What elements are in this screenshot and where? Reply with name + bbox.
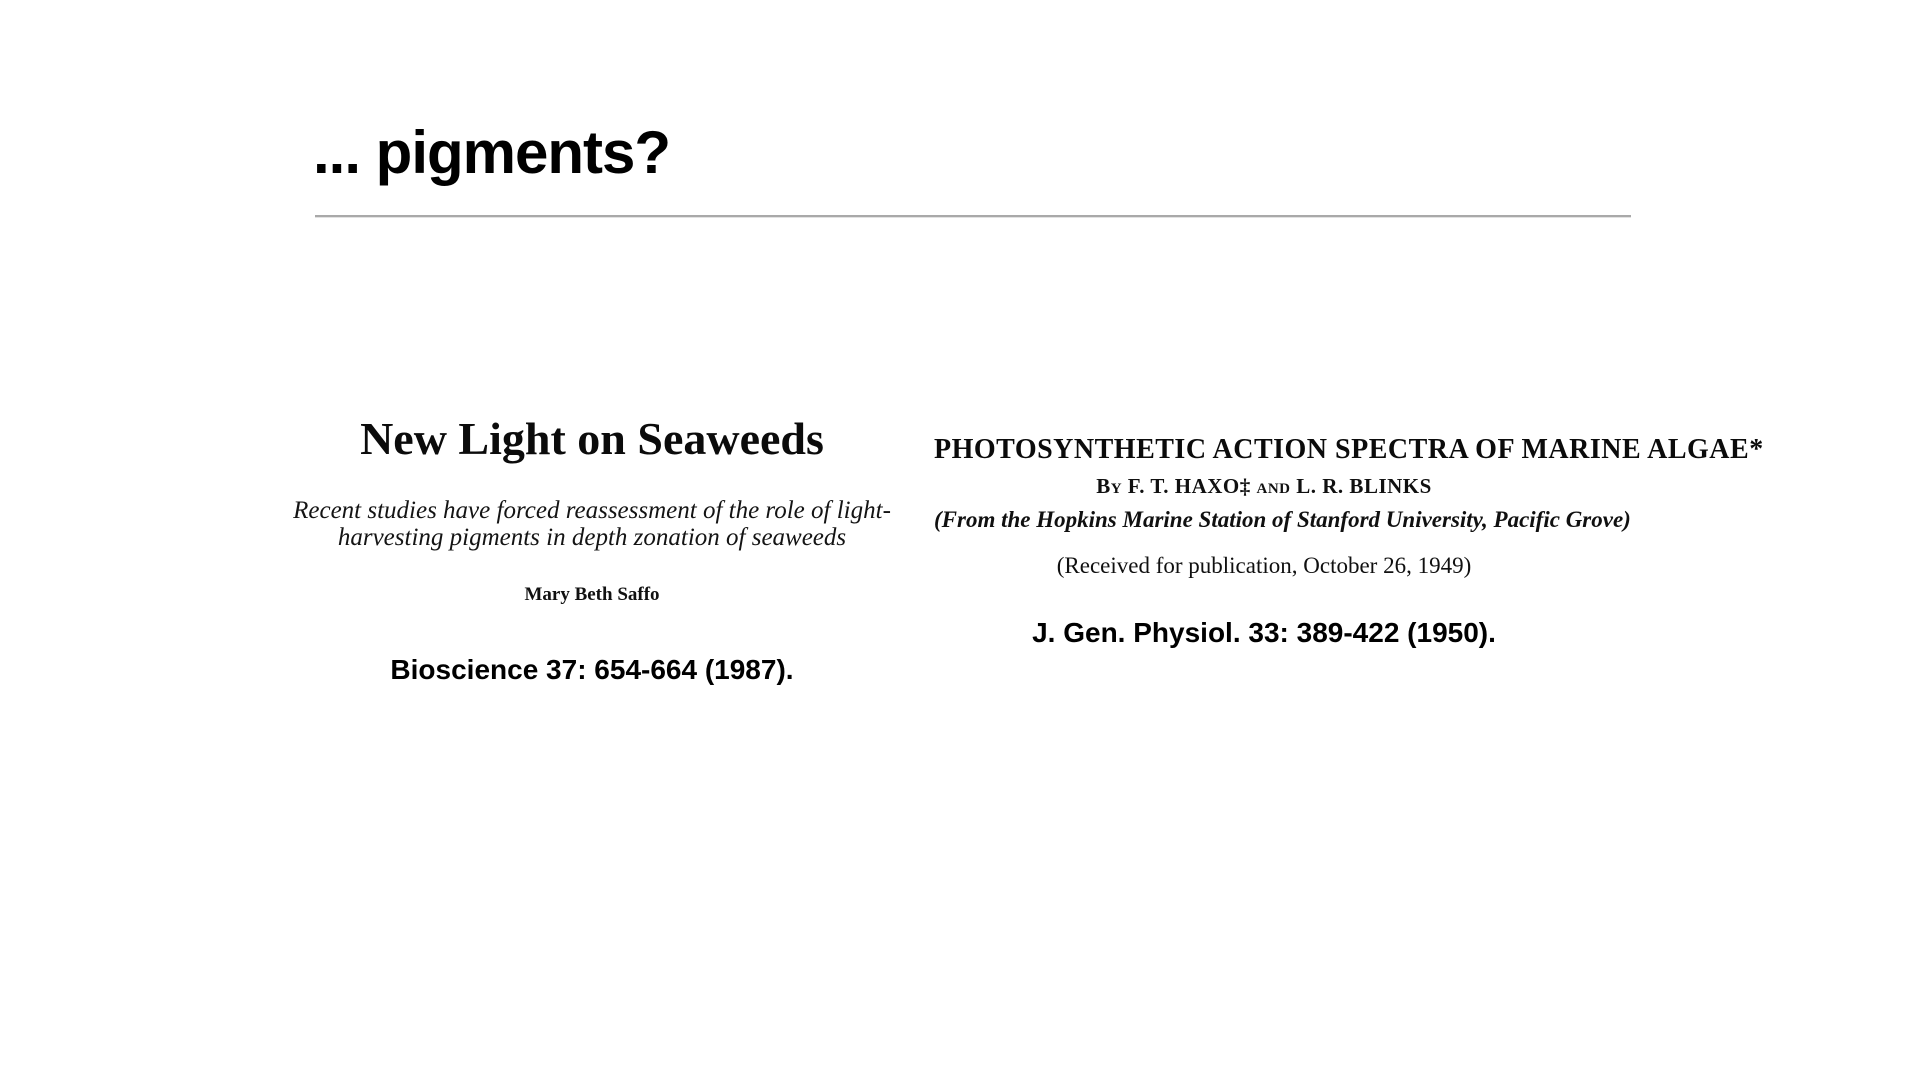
right-paper-title: PHOTOSYNTHETIC ACTION SPECTRA OF MARINE ALGAE* [934,434,1764,465]
left-paper-title: New Light on Seaweeds [360,413,824,464]
right-paper-byline: By F. T. HAXO‡ and L. R. BLINKS [1096,474,1432,498]
left-paper-subtitle-line-2: harvesting pigments in depth zonation of seaweeds [337,524,847,551]
right-paper-affiliation: (From the Hopkins Marine Station of Stanford University, Pacific Grove) [934,507,1631,532]
right-paper-received-date: (Received for publication, October 26, 1949) [1056,553,1472,578]
slide-title: ... pigments? [313,119,671,186]
left-paper-subtitle-line-1: Recent studies have forced reassessment of the role of light- [293,497,891,524]
title-divider-rule [315,215,1631,218]
left-paper-subtitle [292,497,892,551]
left-paper-citation: Bioscience 37: 654-664 (1987). [390,654,794,685]
right-paper-citation: J. Gen. Physiol. 33: 389-422 (1950). [1032,617,1496,648]
left-paper-author: Mary Beth Saffo [524,584,660,605]
